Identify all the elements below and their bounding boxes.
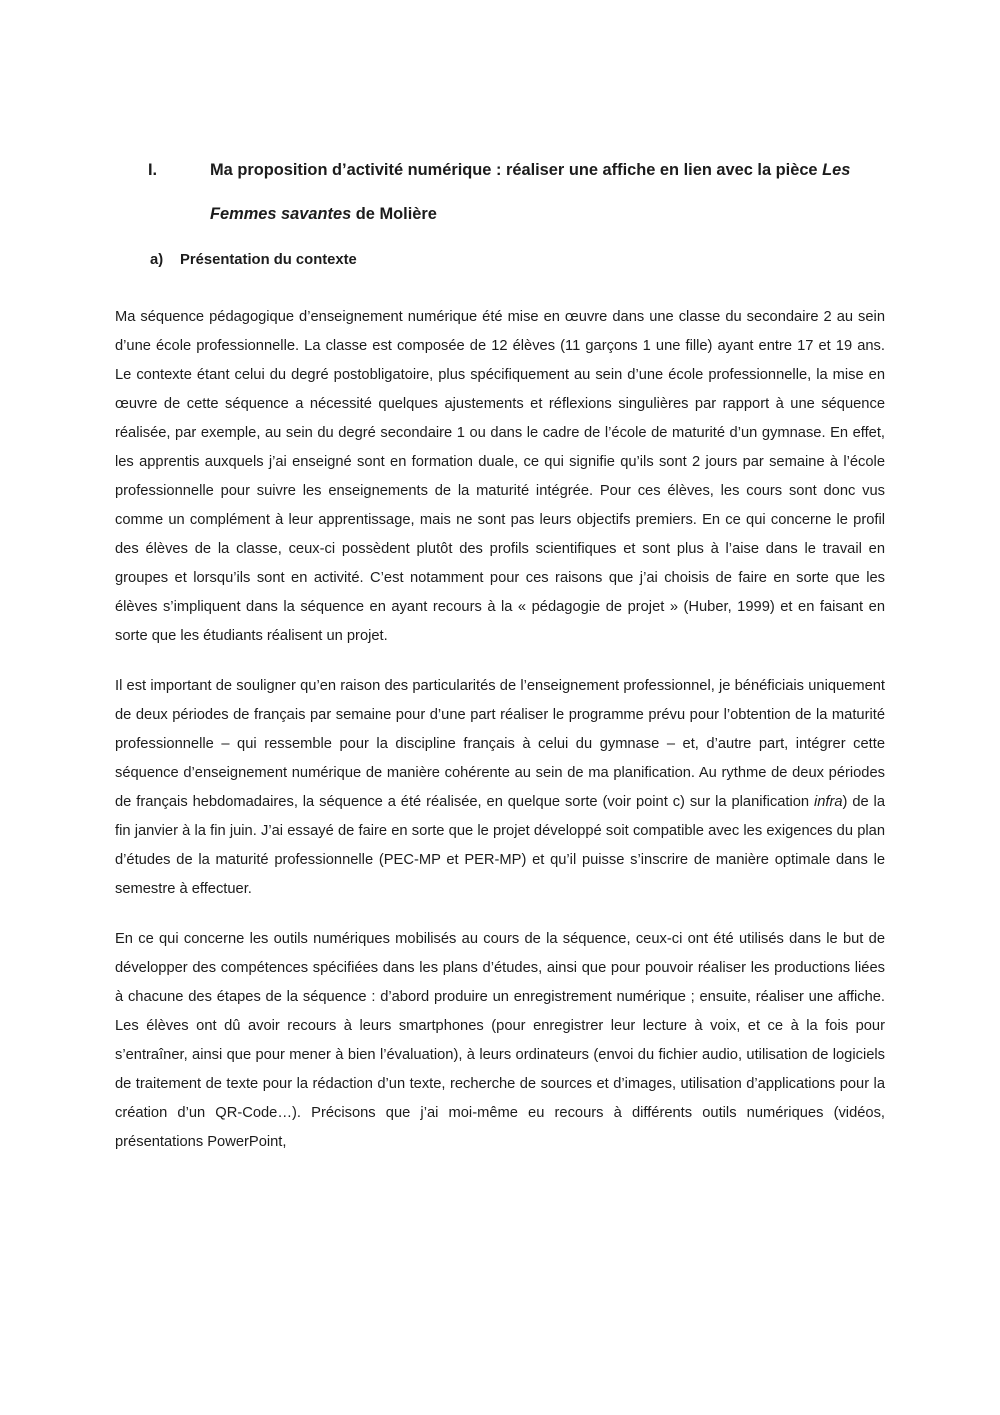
section-number: I. [148,161,158,179]
subsection-title: Présentation du contexte [180,252,357,268]
subsection-marker: a) [150,252,164,268]
body-paragraph-planning: Il est important de souligner qu’en raison des particularités de l’enseignement professionnel, je bénéficiais uniquement de deux périodes de français par semaine pour d’une part réaliser le programme prévu pour l’obtention de la maturité professionnelle – qui ressemble pour la discipline français à celui du gymnase – et, d’autre part, intégrer cette séquence d’enseignement numérique de manière cohérente au sein de ma planification. Au rythme de deux périodes de français hebdomadaires, la séquence a été réalisée, en quelque sorte (voir point c) sur la planification infra) de la fin janvier à la fin juin. J’ai essayé de faire en sorte que le projet développé soit compatible avec les exigences du plan d’études de la maturité professionnelle (PEC-MP et PER-MP) et qu’il puisse s’inscrire de manière optimale dans le semestre à effectuer. [115,678,885,897]
body-paragraph-context: Ma séquence pédagogique d’enseignement numérique été mise en œuvre dans une classe du secondaire 2 au sein d’une école professionnelle. La classe est composée de 12 élèves (11 garçons 1 une fille) ayant entre 17 et 19 ans. Le contexte étant celui du degré postobligatoire, plus spécifiquement au sein d’une école professionnelle, la mise en œuvre de cette séquence a nécessité quelques ajustements et réflexions singulières par rapport à une séquence réalisée, par exemple, au sein du degré secondaire 1 ou dans le cadre de l’école de maturité d’un gymnase. En effet, les apprentis auxquels j’ai enseigné sont en formation duale, ce qui signifie qu’ils sont 2 jours par semaine à l’école professionnelle pour suivre les enseignements de la maturité intégrée. Pour ces élèves, les cours sont donc vus comme un complément à leur apprentissage, mais ne sont pas leurs objectifs premiers. En ce qui concerne le profil des élèves de la classe, ceux-ci possèdent plutôt des profils scientifiques et sont plus à l’aise dans le travail en groupes et lorsqu’ils sont en activité. C’est notamment pour ces raisons que j’ai choisis de faire en sorte que les élèves s’impliquent dans la séquence en ayant recours à la « pédagogie de projet » (Huber, 1999) et en faisant en sorte que les étudiants réalisent un projet. [115,309,885,644]
section-heading [115,148,885,236]
body-paragraph-digital-tools: En ce qui concerne les outils numériques mobilisés au cours de la séquence, ceux-ci ont été utilisés dans le but de développer des compétences spécifiées dans les plans d’études, ainsi que pour pouvoir réaliser les productions liées à chacune des étapes de la séquence : d’abord produire un enregistrement numérique ; ensuite, réaliser une affiche. Les élèves ont dû avoir recours à leurs smartphones (pour enregistrer leur lecture à voix, et ce à la fois pour s’entraîner, ainsi que pour mener à bien l’évaluation), à leurs ordinateurs (envoi du fichier audio, utilisation de logiciels de traitement de texte pour la rédaction d’un texte, recherche de sources et d’images, utilisation d’applications pour la création d’un QR-Code…). Précisons que j’ai moi-même eu recours à différents outils numériques (vidéos, présentations PowerPoint, [115,931,885,1150]
document-body [115,303,885,1157]
subsection-heading [115,249,885,271]
section-title: Ma proposition d’activité numérique : réaliser une affiche en lien avec la pièce Les Femmes savantes de Molière [210,161,851,223]
